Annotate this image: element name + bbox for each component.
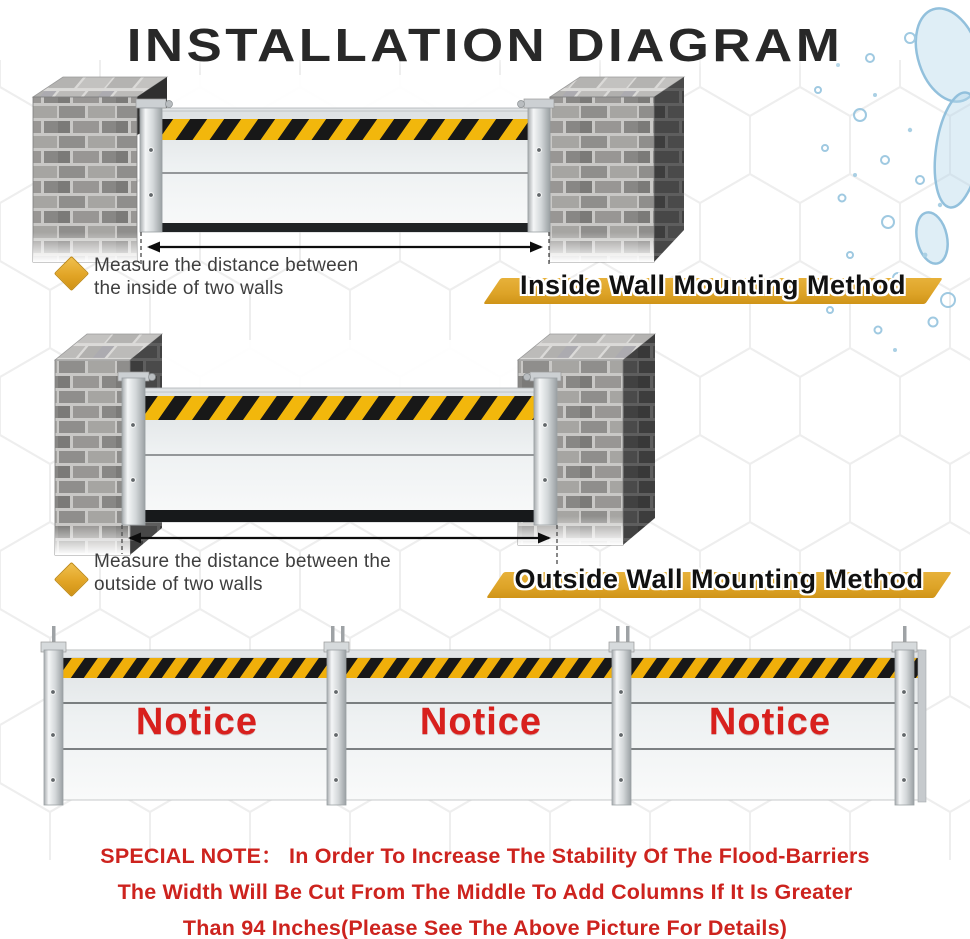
method-label-inside: Inside Wall Mounting Method: [520, 270, 906, 300]
caption-inside-line2: the inside of two walls: [94, 277, 284, 299]
hazard-stripe: [162, 119, 528, 140]
caption-outside-line2: outside of two walls: [94, 573, 263, 595]
caption-inside: [94, 255, 358, 300]
barrier-post: [324, 626, 349, 805]
special-note-line2: The Width Will Be Cut From The Middle To Add Columns If It Is Greater: [117, 880, 853, 904]
barrier-post: [609, 626, 634, 805]
special-note: [0, 838, 970, 939]
special-note-line1: SPECIAL NOTE： In Order To Increase The Stability Of The Flood-Barriers: [100, 844, 870, 868]
flood-barrier-panel: [118, 372, 561, 525]
outside-mount-diagram: [0, 330, 700, 570]
caption-outside: [94, 551, 391, 596]
special-note-line3: Than 94 Inches(Please See The Above Picture For Details): [182, 916, 788, 939]
barrier-post: [892, 626, 917, 805]
flood-barrier-panel: [136, 99, 554, 232]
method-label-outside: Outside Wall Mounting Method: [514, 564, 924, 594]
method-banner-outside: [495, 560, 943, 600]
method-banner-inside: [492, 266, 934, 306]
inside-mount-diagram: [0, 75, 700, 270]
caption-outside-line1: Measure the distance between the: [94, 551, 391, 572]
notice-label: Notice: [135, 701, 259, 743]
barrier-post: [41, 626, 66, 805]
notice-label: Notice: [708, 701, 832, 743]
page-title: INSTALLATION DIAGRAM: [126, 19, 844, 71]
caption-inside-line1: Measure the distance between: [94, 255, 359, 276]
hazard-stripe: [145, 396, 534, 420]
hazard-stripe: [47, 658, 922, 678]
notice-label: Notice: [419, 701, 543, 743]
brick-wall-right: [550, 77, 684, 262]
